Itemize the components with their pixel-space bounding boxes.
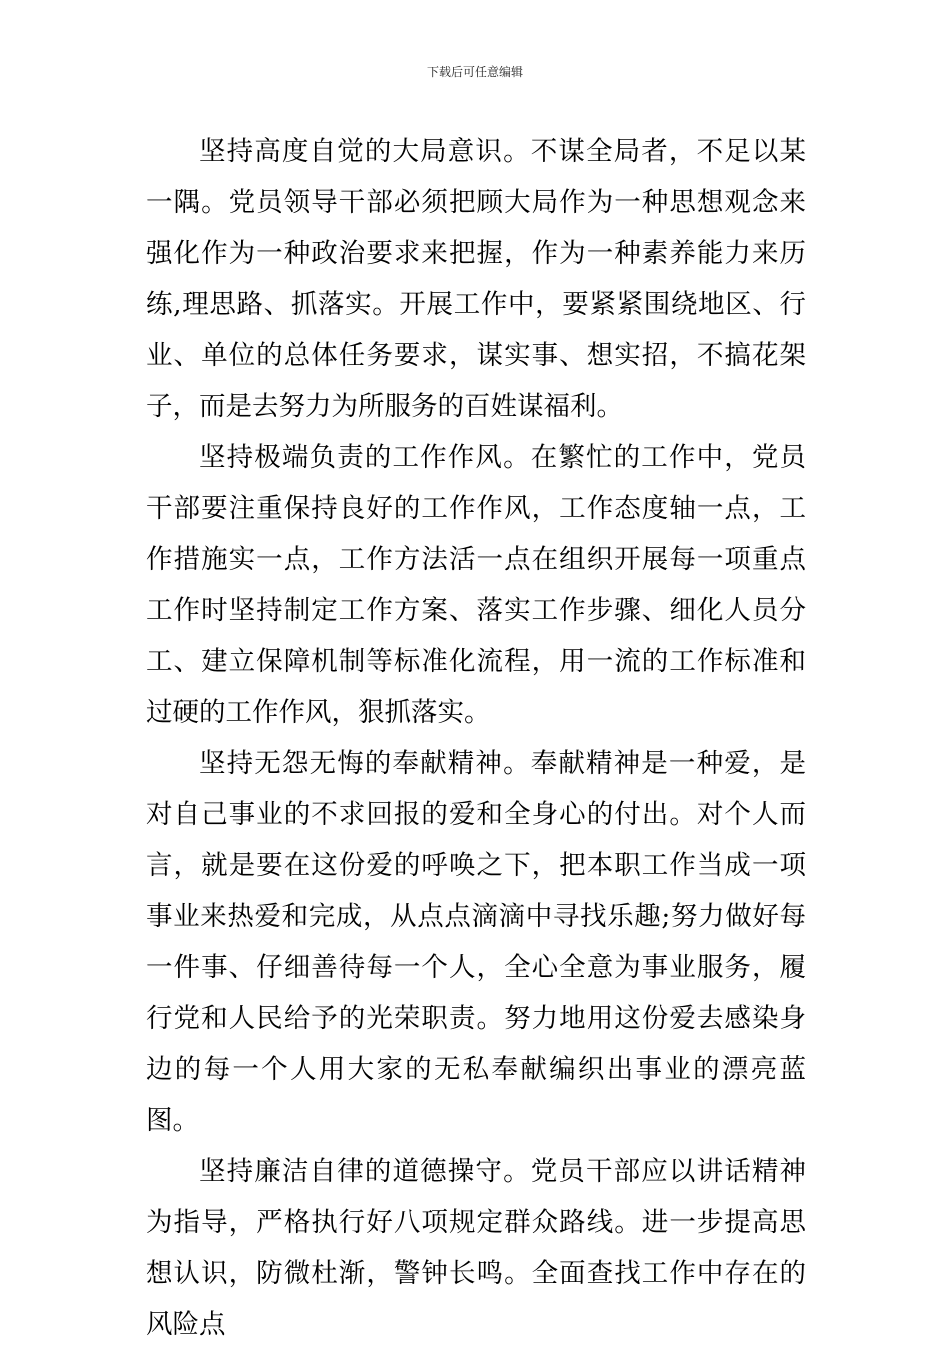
- document-body: [146, 126, 806, 1350]
- paragraph-dedication: 坚持无怨无悔的奉献精神。奉献精神是一种爱，是对自己事业的不求回报的爱和全身心的付出。对个人而言，就是要在这份爱的呼唤之下，把本职工作当成一项事业来热爱和完成，从点点滴滴中寻找乐趣;努力做好每一件事、仔细善待每一个人，全心全意为事业服务，履行党和人民给予的光荣职责。努力地用这份爱去感染身边的每一个人用大家的无私奉献编织出事业的漂亮蓝图。: [146, 748, 806, 1136]
- page-header-note: 下载后可任意编辑: [426, 65, 523, 79]
- paragraph-work-style: 坚持极端负责的工作作风。在繁忙的工作中，党员干部要注重保持良好的工作作风，工作态度轴一点，工作措施实一点，工作方法活一点在组织开展每一项重点工作时坚持制定工作方案、落实工作步骤、细化人员分工、建立保障机制等标准化流程，用一流的工作标准和过硬的工作作风，狠抓落实。: [146, 442, 806, 728]
- paragraph-integrity: 坚持廉洁自律的道德操守。党员干部应以讲话精神为指导，严格执行好八项规定群众路线。进一步提高思想认识，防微杜渐，警钟长鸣。全面查找工作中存在的风险点: [146, 1156, 806, 1340]
- paragraph-overall-awareness: 坚持高度自觉的大局意识。不谋全局者，不足以某一隅。党员领导干部必须把顾大局作为一种思想观念来强化作为一种政治要求来把握，作为一种素养能力来历练,理思路、抓落实。开展工作中，要紧紧围绕地区、行业、单位的总体任务要求，谋实事、想实招，不搞花架子，而是去努力为所服务的百姓谋福利。: [146, 136, 806, 422]
